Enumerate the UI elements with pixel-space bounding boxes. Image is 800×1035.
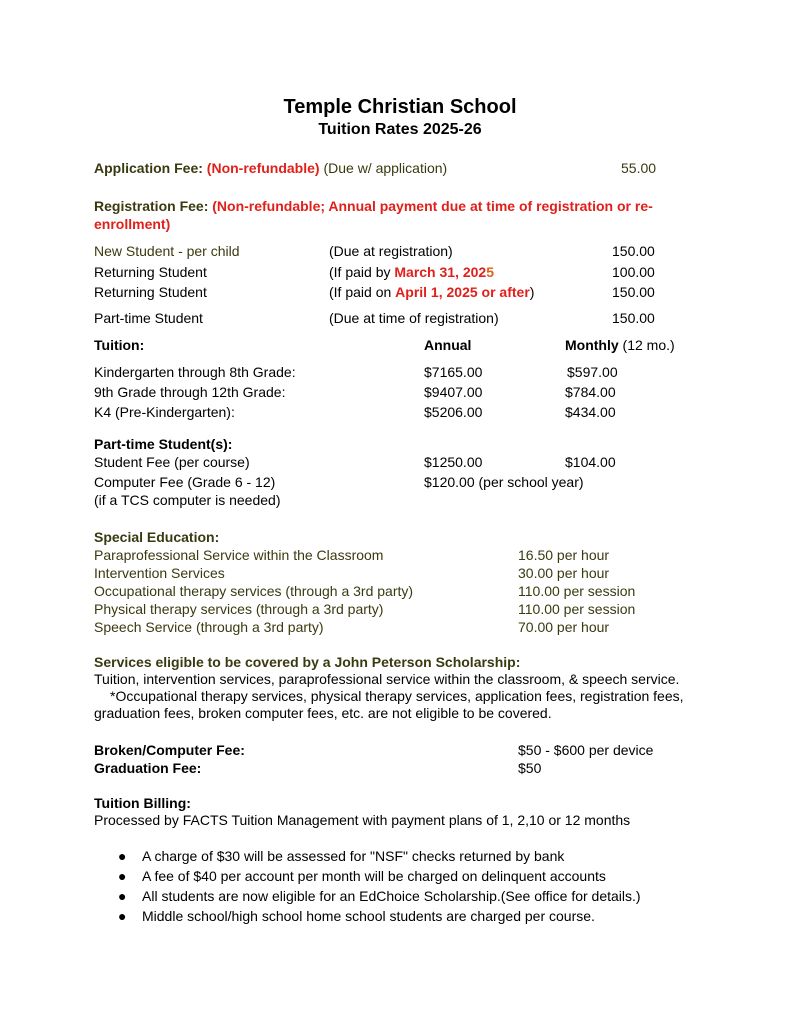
scholarship-eligible: Tuition, intervention services, paraprofessional service within the classroom, & speech service. [94,671,680,687]
student-fee-label: Student Fee (per course) [94,454,250,470]
broken-computer-fee-label: Broken/Computer Fee: [94,742,245,758]
bullet-icon: ● [118,888,127,904]
registration-fee-note-red: (Non-refundable; Annual payment due at time of registration or re-enrollment) [94,198,653,232]
new-student-amount: 150.00 [612,243,655,259]
list-item [118,868,658,885]
billing-text: Processed by FACTS Tuition Management with payment plans of 1, 2,10 or 12 months [94,812,631,828]
tuition-row-monthly: $434.00 [565,404,616,420]
returning-early-label: Returning Student [94,264,207,280]
special-ed-rate: 16.50 per hour [518,547,610,563]
special-ed-service: Occupational therapy services (through a 3rd party) [94,583,414,599]
special-ed-service: Paraprofessional Service within the Classroom [94,547,384,563]
returning-early-due-date: March 31, 202 [394,264,487,280]
bullet-text: All students are now eligible for an EdChoice Scholarship.(See office for details.) [142,888,641,904]
part-time-reg-due: (Due at time of registration) [329,310,499,326]
returning-early-amount: 100.00 [612,264,655,280]
new-student-suffix: - per child [178,243,240,259]
bullet-text: A fee of $40 per account per month will be charged on delinquent accounts [142,868,606,884]
computer-fee-note: (if a TCS computer is needed) [94,492,281,508]
application-fee-line [94,160,447,177]
application-fee-label: Application Fee: [94,160,203,176]
bullet-text: A charge of $30 will be assessed for "NSF" checks returned by bank [142,848,565,864]
bullet-text: Middle school/high school home school students are charged per course. [142,908,595,924]
tuition-monthly-header [565,337,675,354]
scholarship-label: Services eligible to be covered by a John Peterson Scholarship: [94,654,521,670]
computer-fee-amount: $120.00 (per school year) [424,474,584,490]
tuition-annual-header: Annual [424,337,472,353]
special-ed-rate: 30.00 per hour [518,565,610,581]
special-ed-rate: 70.00 per hour [518,619,610,635]
special-ed-service: Intervention Services [94,565,225,581]
billing-label: Tuition Billing: [94,795,191,811]
returning-late-due [329,284,534,301]
bullet-icon: ● [118,848,127,864]
special-ed-service: Physical therapy services (through a 3rd party) [94,601,384,617]
special-education-label: Special Education: [94,529,220,545]
tuition-row-grade: Kindergarten through 8th Grade: [94,364,296,380]
list-item [118,908,658,925]
returning-early-due [329,264,494,281]
tuition-row-annual: $9407.00 [424,384,483,400]
student-fee-monthly: $104.00 [565,454,616,470]
returning-late-due-suffix: ) [529,284,535,300]
tuition-monthly-header-note: (12 mo.) [622,337,675,353]
scholarship-not-eligible: *Occupational therapy services, physical therapy services, application fees, registration fees, graduation fees, broken computer fees, etc. are not eligible to be covered. [94,688,684,721]
returning-late-due-date: April 1, 2025 or after [395,284,530,300]
tuition-monthly-header-label: Monthly [565,337,619,353]
returning-late-amount: 150.00 [612,284,655,300]
returning-late-due-prefix: (If paid on [329,284,396,300]
special-ed-rate: 110.00 per session [518,583,636,599]
returning-late-label: Returning Student [94,284,207,300]
school-title: Temple Christian School [283,96,517,118]
tuition-row-grade: K4 (Pre-Kindergarten): [94,404,235,420]
broken-computer-fee-amount: $50 - $600 per device [518,742,654,758]
application-fee-note: (Due w/ application) [323,160,448,176]
tuition-row-annual: $7165.00 [424,364,483,380]
part-time-reg-label: Part-time Student [94,310,203,326]
application-fee-amount: 55.00 [621,160,657,176]
bullet-icon: ● [118,908,127,924]
billing-bullets [118,848,658,928]
part-time-reg-amount: 150.00 [612,310,655,326]
graduation-fee-label: Graduation Fee: [94,760,202,776]
returning-early-due-date-end: 5 [486,264,495,280]
tuition-row-grade: 9th Grade through 12th Grade: [94,384,286,400]
list-item [118,888,658,905]
special-ed-service: Speech Service (through a 3rd party) [94,619,324,635]
application-fee-note-red: (Non-refundable) [206,160,320,176]
tuition-row-monthly: $784.00 [565,384,616,400]
registration-fee-heading [94,197,664,233]
new-student-label [94,243,240,260]
tuition-row-monthly: $597.00 [567,364,618,380]
graduation-fee-amount: $50 [518,760,542,776]
returning-early-due-prefix: (If paid by [329,264,395,280]
special-ed-rate: 110.00 per session [518,601,636,617]
tuition-label: Tuition: [94,337,145,353]
student-fee-annual: $1250.00 [424,454,483,470]
registration-fee-label: Registration Fee: [94,198,209,214]
new-student-due: (Due at registration) [329,243,453,259]
bullet-icon: ● [118,868,127,884]
tuition-row-annual: $5206.00 [424,404,483,420]
new-student-name: New Student [94,243,175,259]
computer-fee-label: Computer Fee (Grade 6 - 12) [94,474,276,490]
list-item [118,848,658,865]
page-subtitle: Tuition Rates 2025-26 [318,121,482,138]
part-time-label: Part-time Student(s): [94,436,233,452]
